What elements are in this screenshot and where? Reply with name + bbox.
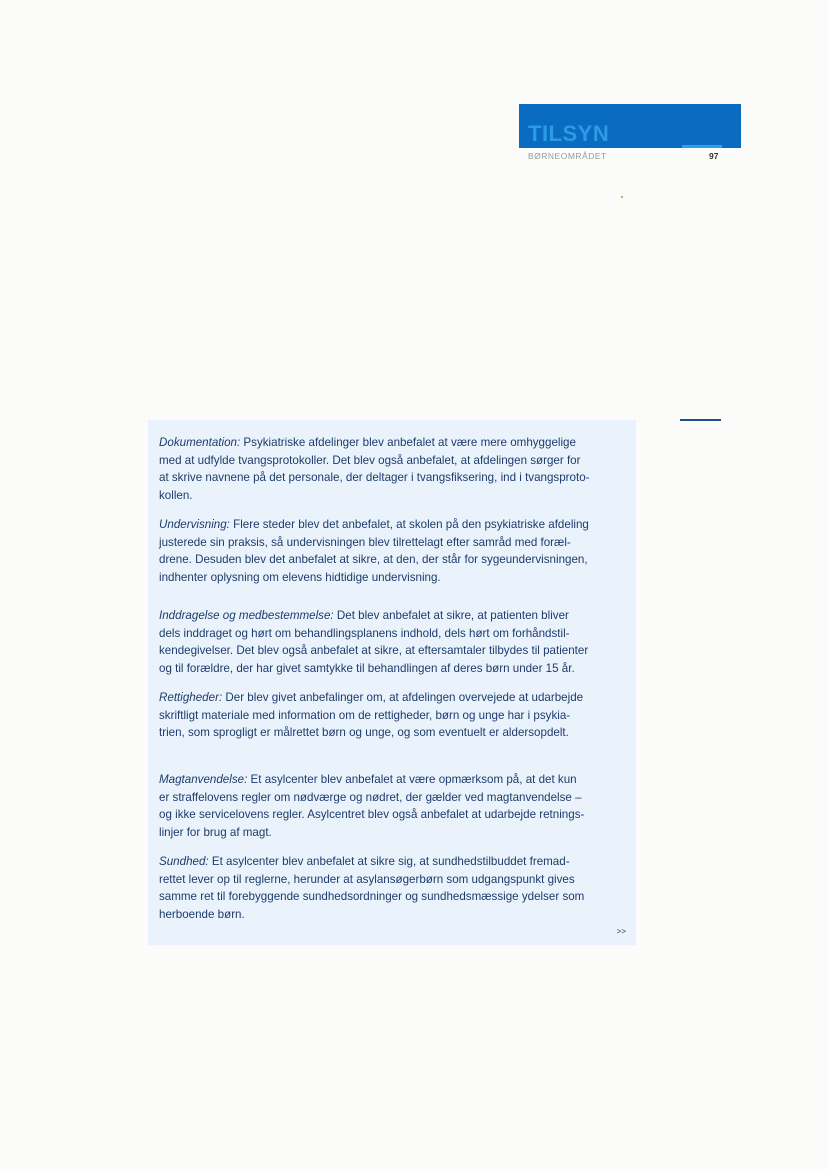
text-line — [159, 853, 584, 871]
text-line — [159, 888, 584, 906]
continue-marker: >> — [616, 927, 626, 936]
text-line — [159, 707, 583, 725]
paragraph-text: og ikke servicelovens regler. Asylcentret blev også anbefalet at udarbejde retnings- — [159, 808, 585, 822]
paragraph-text: Et asylcenter blev anbefalet at være opmærksom på, at det kun — [247, 773, 577, 786]
paragraph-text: dels inddraget og hørt om behandlingsplanens indhold, dels hørt om forhåndstil- — [159, 626, 570, 640]
text-line — [159, 660, 588, 678]
paragraph-text: Psykiatriske afdelinger blev anbefalet at være mere omhyggelige — [240, 436, 576, 449]
paragraph — [159, 607, 588, 677]
paragraph — [159, 771, 584, 841]
paragraph-text: kendegivelser. Det blev også anbefalet at sikre, at eftersamtaler tilbydes til patienter — [159, 644, 589, 658]
paragraph-text: at skrive navnene på det personale, der deltager i tvangsfiksering, ind i tvangsproto- — [159, 471, 590, 485]
paragraph — [159, 689, 583, 742]
paragraph-label: Inddragelse og medbestemmelse: — [159, 609, 334, 622]
paragraph-text: justerede sin praksis, så undervisningen blev tilrettelagt efter samråd med foræl- — [159, 535, 571, 549]
paragraph-text: rettet lever op til reglerne, herunder at asylansøgerbørn som udgangspunkt gives — [159, 872, 575, 886]
paragraph-text: Flere steder blev det anbefalet, at skolen på den psykiatriske afdeling — [229, 518, 589, 531]
header-accent — [682, 145, 722, 148]
text-line — [159, 487, 590, 505]
text-line — [159, 824, 584, 842]
text-line — [159, 452, 590, 470]
paragraph-label: Sundhed: — [159, 855, 209, 868]
paragraph-text: Der blev givet anbefalinger om, at afdelingen overvejede at udarbejde — [222, 691, 584, 704]
text-line — [159, 516, 589, 534]
paragraph-text: linjer for brug af magt. — [159, 825, 272, 839]
paragraph-text: Et asylcenter blev anbefalet at sikre sig, at sundhedstilbuddet fremad- — [208, 855, 570, 868]
text-line — [159, 871, 584, 889]
paragraph-text: er straffelovens regler om nødværge og nødret, der gælder ved magtanvendelse – — [159, 790, 582, 804]
side-rule — [680, 419, 721, 421]
paragraph-label: Undervisning: — [159, 518, 230, 531]
paragraph — [159, 516, 589, 586]
paragraph-text: og til forældre, der har givet samtykke til behandlingen af deres børn under 15 år. — [159, 661, 575, 675]
text-line — [159, 534, 589, 552]
text-line — [159, 607, 588, 625]
text-line — [159, 569, 589, 587]
recommendations-box — [148, 420, 636, 945]
section-header-bar — [519, 104, 741, 148]
paragraph-text: drene. Desuden blev det anbefalet at sikre, at den, der står for sygeundervisningen, — [159, 553, 588, 567]
section-subtitle: BØRNEOMRÅDET — [528, 151, 607, 161]
paragraph-text: trien, som sprogligt er målrettet børn og unge, og som eventuelt er aldersopdelt. — [159, 726, 569, 740]
paragraph — [159, 434, 590, 504]
paragraph-text: kollen. — [159, 488, 193, 502]
paragraph-text: Det blev anbefalet at sikre, at patienten bliver — [333, 609, 569, 622]
paragraph-text: herboende børn. — [159, 907, 245, 921]
text-line — [159, 469, 590, 487]
page-number: 97 — [709, 151, 719, 161]
paragraph — [159, 853, 584, 923]
text-line — [159, 771, 584, 789]
text-line — [159, 789, 584, 807]
text-line — [159, 434, 590, 452]
paragraph-text: samme ret til forebyggende sundhedsordninger og sundhedsmæssige ydelser som — [159, 890, 585, 904]
text-line — [159, 724, 583, 742]
paragraph-text: skriftligt materiale med information om de rettigheder, børn og unge har i psykia- — [159, 708, 571, 722]
paragraph-label: Dokumentation: — [159, 436, 241, 449]
paragraph-label: Magtanvendelse: — [159, 773, 248, 786]
text-line — [159, 551, 589, 569]
text-line — [159, 642, 588, 660]
section-title: TILSYN — [528, 121, 610, 146]
paragraph-text: med at udfylde tvangsprotokoller. Det blev også anbefalet, at afdelingen sørger for — [159, 453, 581, 467]
paragraph-text: indhenter oplysning om elevens hidtidige undervisning. — [159, 570, 441, 584]
text-line — [159, 906, 584, 924]
text-line — [159, 806, 584, 824]
paragraph-label: Rettigheder: — [159, 691, 223, 704]
text-line — [159, 689, 583, 707]
text-line — [159, 625, 588, 643]
scan-speck — [621, 196, 623, 198]
